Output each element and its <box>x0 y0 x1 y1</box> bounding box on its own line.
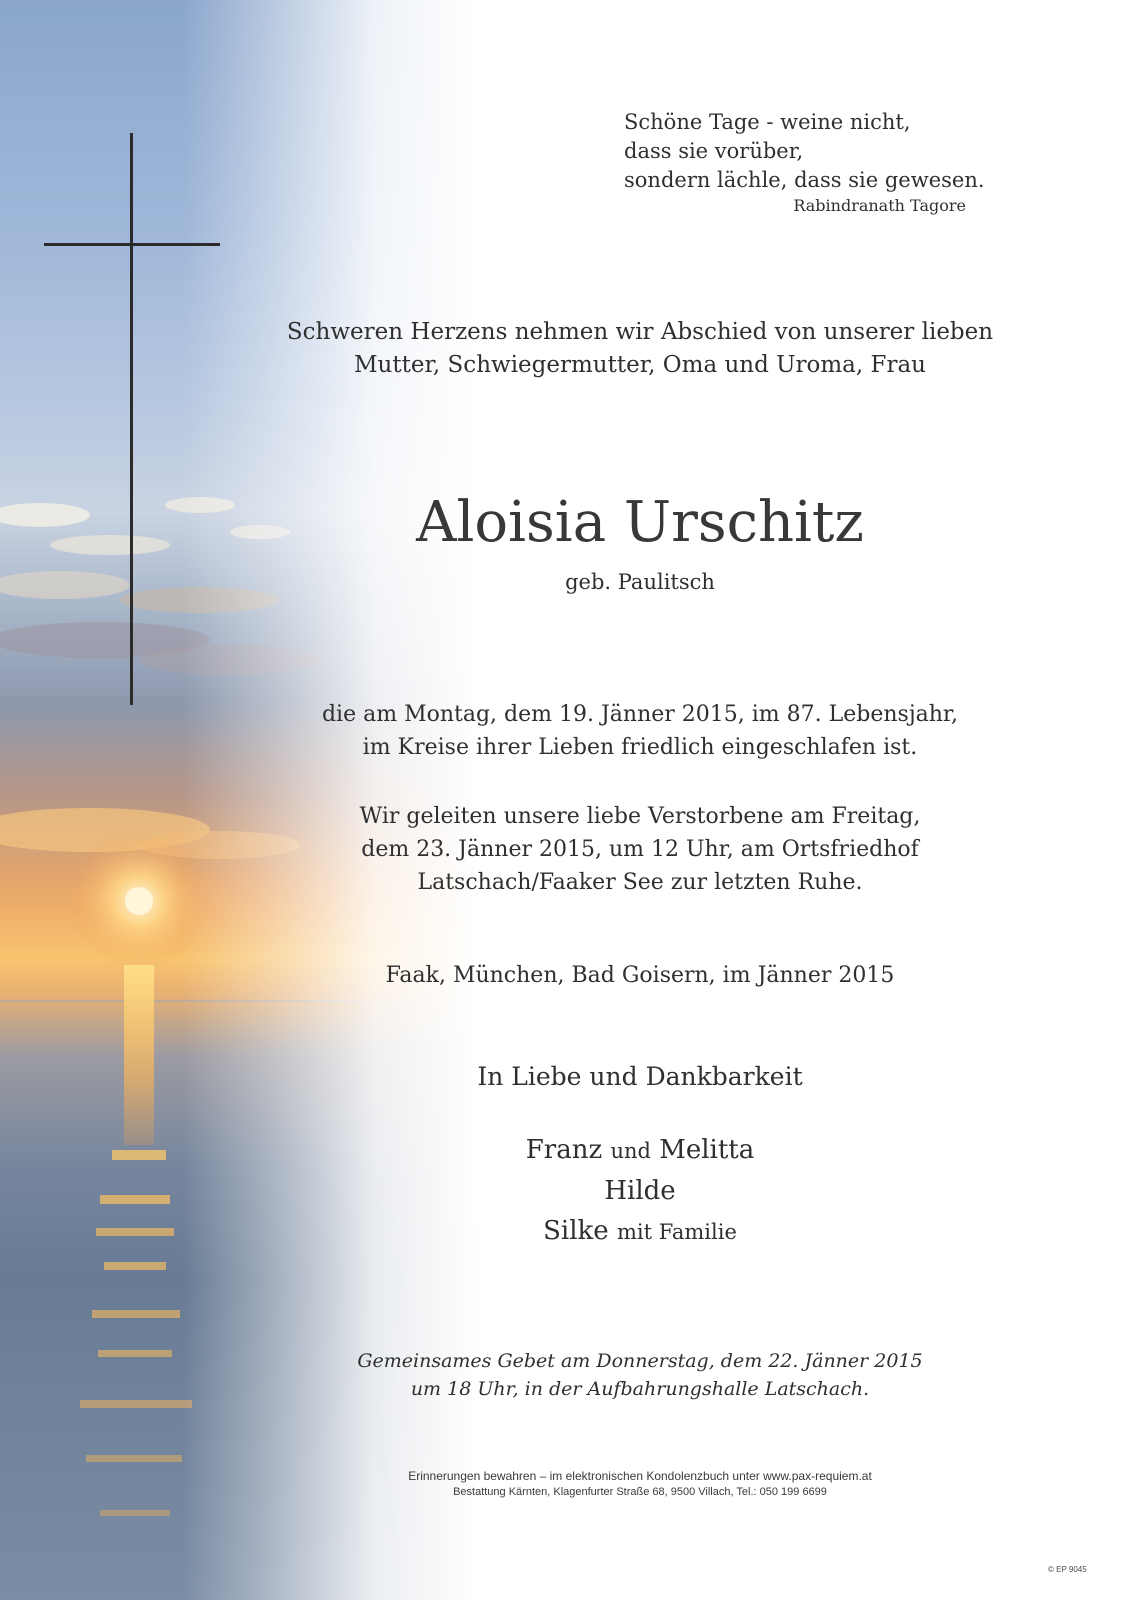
prayer-line: Gemeinsames Gebet am Donnerstag, dem 22. Jänner 2015 <box>357 1350 923 1372</box>
mourner-name: Melitta <box>659 1135 755 1165</box>
mourner-line <box>380 1211 900 1252</box>
closing-phrase: In Liebe und Dankbarkeit <box>477 1062 803 1091</box>
funeral-home-address: Bestattung Kärnten, Klagenfurter Straße 68, 9500 Villach, Tel.: 050 199 6699 <box>453 1486 827 1498</box>
sun <box>125 887 153 915</box>
death-notice <box>280 698 1000 764</box>
mourners-list <box>380 1130 900 1252</box>
death-notice-line: die am Montag, dem 19. Jänner 2015, im 87. Lebensjahr, <box>321 702 959 727</box>
quote-line: dass sie vorüber, <box>624 139 804 163</box>
cross-vertical-beam <box>130 133 133 705</box>
mourner-suffix: mit Familie <box>616 1220 737 1244</box>
mourner-conjunction: und <box>610 1139 651 1163</box>
funeral-notice-line: Wir geleiten unsere liebe Verstorbene am Freitag, <box>359 804 921 829</box>
tagore-quote <box>624 108 984 217</box>
funeral-notice-line: Latschach/Faaker See zur letzten Ruhe. <box>417 870 863 895</box>
mourner-line <box>380 1130 900 1171</box>
print-code: © EP 9045 <box>1048 1565 1087 1574</box>
announcement <box>280 316 1000 382</box>
announcement-line: Schweren Herzens nehmen wir Abschied von unserer lieben <box>286 319 994 345</box>
mourner-line: Hilde <box>604 1176 676 1206</box>
funeral-notice <box>280 800 1000 899</box>
quote-line: sondern lächle, dass sie gewesen. <box>624 168 985 192</box>
announcement-line: Mutter, Schwiegermutter, Oma und Uroma, Frau <box>354 352 926 378</box>
funeral-notice-line: dem 23. Jänner 2015, um 12 Uhr, am Ortsfriedhof <box>361 837 919 862</box>
prayer-notice <box>280 1347 1000 1403</box>
mourner-name: Silke <box>543 1216 609 1246</box>
death-notice-line: im Kreise ihrer Lieben friedlich eingeschlafen ist. <box>362 735 918 760</box>
cross-horizontal-beam <box>44 243 220 246</box>
quote-author: Rabindranath Tagore <box>793 196 966 215</box>
condolence-book-note: Erinnerungen bewahren – im elektronischen Kondolenzbuch unter www.pax-requiem.at <box>408 1469 872 1483</box>
deceased-name: Aloisia Urschitz <box>416 490 864 555</box>
maiden-name: geb. Paulitsch <box>565 570 715 594</box>
cloud-layer <box>0 497 320 859</box>
sun-reflection <box>80 965 192 1516</box>
footer <box>330 1468 950 1500</box>
prayer-line: um 18 Uhr, in der Aufbahrungshalle Latschach. <box>410 1378 870 1400</box>
place-and-date: Faak, München, Bad Goisern, im Jänner 2015 <box>385 963 895 988</box>
mourner-name: Franz <box>525 1135 603 1165</box>
quote-line: Schöne Tage - weine nicht, <box>624 110 911 134</box>
